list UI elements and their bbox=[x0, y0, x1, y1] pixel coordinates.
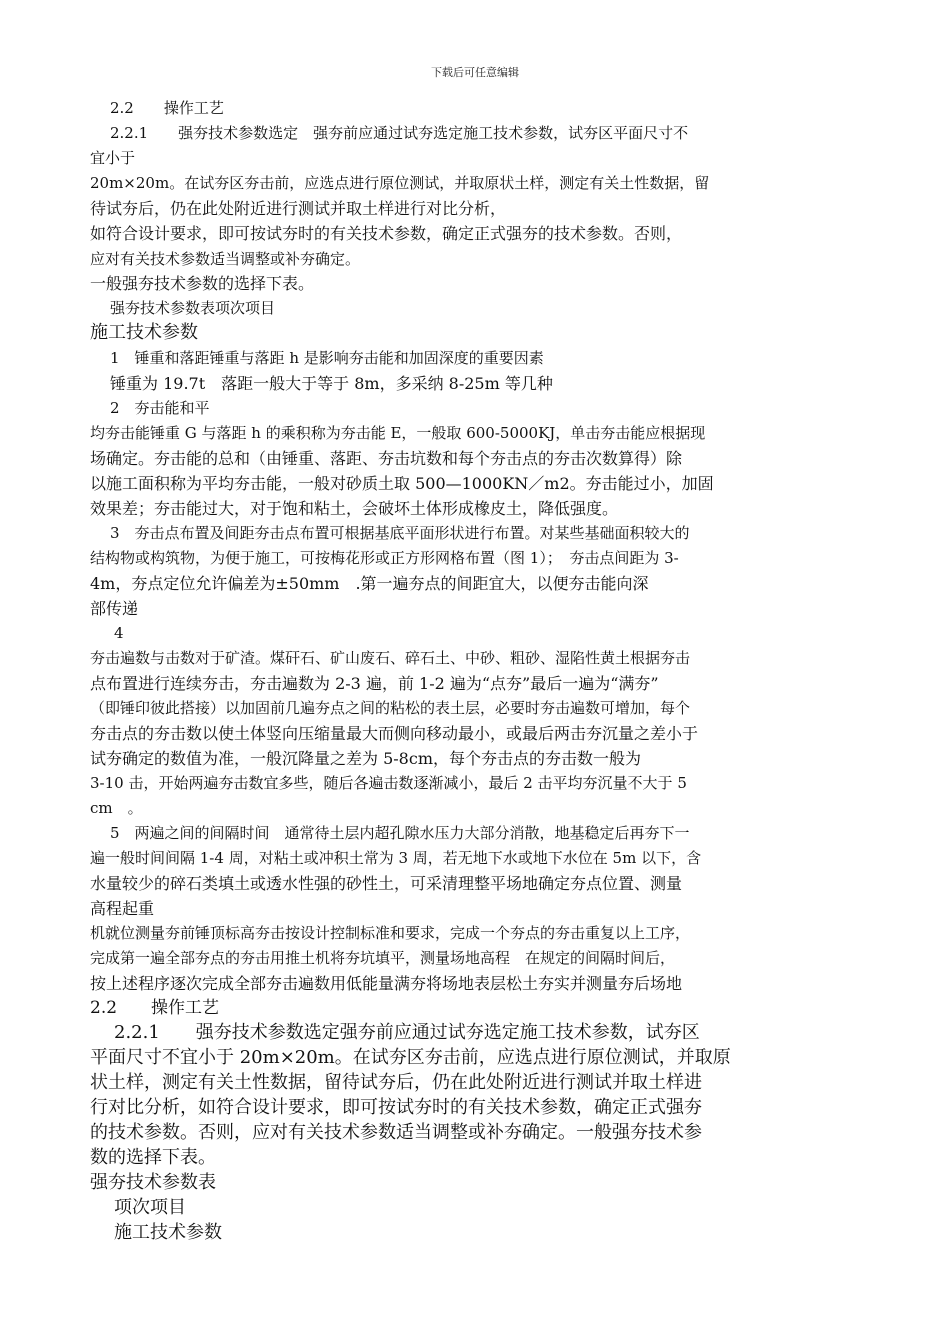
paragraph-line: 施工技术参数 bbox=[90, 322, 198, 343]
paragraph-line: 3 夯击点布置及间距夯击点布置可根据基底平面形状进行布置。对某些基础面积较大的 bbox=[110, 524, 690, 542]
paragraph-line: 场确定。夯击能的总和（由锤重、落距、夯击坑数和每个夯击点的夯击次数算得）除 bbox=[90, 449, 683, 468]
paragraph-line: 2 夯击能和平 bbox=[110, 399, 210, 417]
paragraph-line: cm 。 bbox=[90, 799, 143, 817]
paragraph-line: 夯击遍数与击数对于矿渣。煤矸石、矿山废石、碎石土、中砂、粗砂、湿陷性黄土根据夯击 bbox=[90, 649, 691, 667]
paragraph-line: 1 锤重和落距锤重与落距 h 是影响夯击能和加固深度的重要因素 bbox=[110, 349, 544, 367]
paragraph-line: 机就位测量夯前锤顶标高夯击按设计控制标准和要求，完成一个夯点的夯击重复以上工序， bbox=[90, 924, 691, 942]
paragraph-line: 平面尺寸不宜小于 20m×20m。在试夯区夯击前，应选点进行原位测试，并取原 bbox=[90, 1047, 731, 1068]
section-heading: 2.2 操作工艺 bbox=[90, 998, 220, 1018]
paragraph-line: 效果差；夯击能过大，对于饱和粘土，会破坏土体形成橡皮土，降低强度。 bbox=[90, 499, 619, 518]
paragraph-line: 部传递 bbox=[90, 599, 139, 618]
paragraph-line: 宜小于 bbox=[90, 149, 136, 167]
paragraph-line: 完成第一遍全部夯点的夯击用推土机将夯坑填平，测量场地高程 在规定的间隔时间后， bbox=[90, 949, 676, 967]
paragraph-line: 项次项目 bbox=[114, 1197, 186, 1218]
paragraph-line: 20m×20m。在试夯区夯击前，应选点进行原位测试，并取原状土样，测定有关土性数据，留 bbox=[90, 174, 710, 192]
paragraph-line: 均夯击能锤重 G 与落距 h 的乘积称为夯击能 E，一般取 600-5000KJ，单击夯击能应根据现 bbox=[90, 424, 706, 442]
paragraph-line: 以施工面积称为平均夯击能，一般对砂质土取 500—1000KN／m2。夯击能过小，加固 bbox=[90, 474, 714, 493]
page-header: 下载后可任意编辑 bbox=[431, 66, 519, 79]
paragraph-line: 夯击点的夯击数以使土体竖向压缩量最大而侧向移动最小，或最后两击夯沉量之差小于 bbox=[90, 724, 699, 743]
paragraph-line: 施工技术参数 bbox=[114, 1222, 222, 1243]
paragraph-line: 应对有关技术参数适当调整或补夯确定。 bbox=[90, 250, 361, 268]
paragraph-line: 待试夯后，仍在此处附近进行测试并取土样进行对比分析， bbox=[90, 199, 507, 218]
paragraph-line: 4m，夯点定位允许偏差为±50mm .第一遍夯点的间距宜大，以便夯击能向深 bbox=[90, 574, 649, 593]
paragraph-line: 强夯技术参数表 bbox=[90, 1172, 216, 1193]
paragraph-line: 结构物或构筑物，为便于施工，可按梅花形或正方形网格布置（图 1）； 夯击点间距为 3- bbox=[90, 549, 679, 567]
paragraph-line: 遍一般时间间隔 1-4 周，对粘土或冲积土常为 3 周，若无地下水或地下水位在 5m 以下，含 bbox=[90, 849, 702, 867]
paragraph-line: 一般强夯技术参数的选择下表。 bbox=[90, 274, 315, 293]
paragraph-line: 的技术参数。否则，应对有关技术参数适当调整或补夯确定。一般强夯技术参 bbox=[90, 1122, 702, 1143]
paragraph-line: 3-10 击，开始两遍夯击数宜多些，随后各遍击数逐渐减小，最后 2 击平均夯沉量不大于 5 bbox=[90, 774, 687, 792]
paragraph-line: 如符合设计要求，即可按试夯时的有关技术参数，确定正式强夯的技术参数。否则， bbox=[90, 224, 683, 243]
paragraph-line: 4 bbox=[114, 624, 124, 642]
paragraph-line: 水量较少的碎石类填土或透水性强的砂性土，可采清理整平场地确定夯点位置、测量 bbox=[90, 874, 683, 893]
paragraph-line: 行对比分析，如符合设计要求，即可按试夯时的有关技术参数，确定正式强夯 bbox=[90, 1097, 702, 1118]
paragraph-line: 强夯技术参数表项次项目 bbox=[110, 299, 276, 317]
paragraph-line: 2.2.1 强夯技术参数选定 强夯前应通过试夯选定施工技术参数，试夯区平面尺寸不 bbox=[110, 124, 689, 142]
section-heading: 2.2 操作工艺 bbox=[110, 99, 224, 117]
paragraph-line: 按上述程序逐次完成全部夯击遍数用低能量满夯将场地表层松土夯实并测量夯后场地 bbox=[90, 974, 683, 993]
paragraph-line: 点布置进行连续夯击，夯击遍数为 2-3 遍，前 1-2 遍为“点夯”最后一遍为“满夯” bbox=[90, 674, 659, 693]
paragraph-line: 试夯确定的数值为准，一般沉降量之差为 5-8cm，每个夯击点的夯击数一般为 bbox=[90, 749, 641, 768]
paragraph-line: 状土样，测定有关土性数据，留待试夯后，仍在此处附近进行测试并取土样进 bbox=[90, 1072, 702, 1093]
paragraph-line: 高程起重 bbox=[90, 899, 155, 918]
paragraph-line: 数的选择下表。 bbox=[90, 1147, 216, 1168]
paragraph-line: 锤重为 19.7t 落距一般大于等于 8m，多采纳 8-25m 等几种 bbox=[110, 374, 553, 393]
paragraph-line: 5 两遍之间的间隔时间 通常待土层内超孔隙水压力大部分消散，地基稳定后再夯下一 bbox=[110, 824, 690, 842]
paragraph-line: 2.2.1 强夯技术参数选定强夯前应通过试夯选定施工技术参数，试夯区 bbox=[114, 1022, 700, 1043]
paragraph-line: （即锤印彼此搭接）以加固前几遍夯点之间的粘松的表土层，必要时夯击遍数可增加，每个 bbox=[90, 699, 691, 717]
